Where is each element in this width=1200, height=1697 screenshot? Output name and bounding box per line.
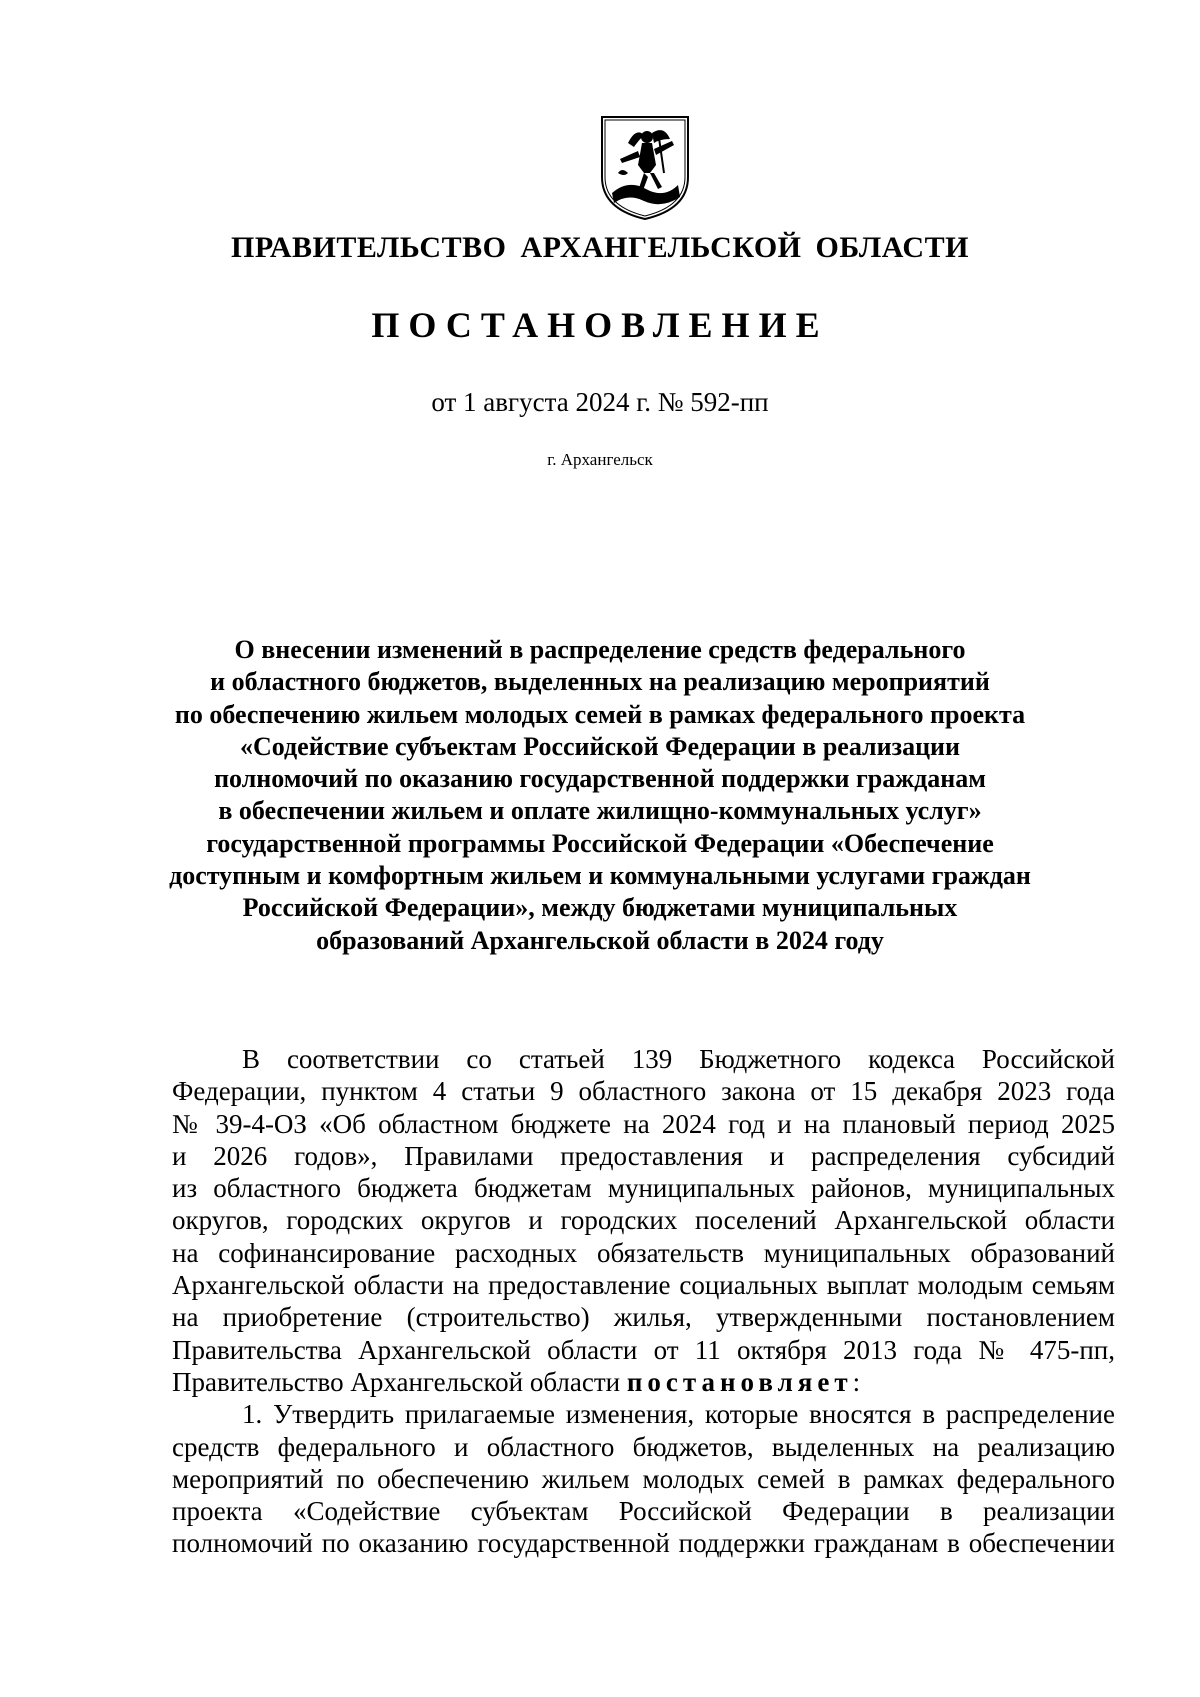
document-title [160, 634, 1040, 957]
title-line: О внесении изменений в распределение средств федерального [234, 635, 966, 664]
body-line: проекта «Содействие субъектам Российской Федерации в реализации [172, 1496, 1115, 1527]
title-line: «Содействие субъектам Российской Федерации в реализации [239, 731, 961, 761]
body-line: Архангельской области на предоставление социальных выплат молодым семьям [172, 1270, 1115, 1301]
document-city: г. Архангельск [547, 450, 653, 469]
body-line: Федерации, пунктом 4 статьи 9 областного закона от 15 декабря 2023 года [172, 1076, 1115, 1107]
arkhangelsk-coat-of-arms-icon [598, 113, 692, 223]
title-line: образований Архангельской области в 2024 году [316, 925, 884, 955]
title-line: в обеспечении жильем и оплате жилищно-коммунальных услуг» [218, 796, 982, 826]
body-line: № 39-4-ОЗ «Об областном бюджете на 2024 год и на плановый период 2025 [172, 1108, 1115, 1139]
body-line: В соответствии со статьей 139 Бюджетного кодекса Российской [242, 1044, 1115, 1074]
body-line: на софинансирование расходных обязательств муниципальных образований [172, 1237, 1115, 1268]
document-type: ПОСТАНОВЛЕНИЕ [371, 305, 829, 345]
document-body [172, 1043, 1115, 1560]
title-line: и областного бюджетов, выделенных на реализацию мероприятий [210, 667, 990, 697]
resolves-subject: Правительство Архангельской области [172, 1366, 621, 1397]
body-line: Правительства Архангельской области от 11 октября 2013 года № 475-пп, [172, 1334, 1115, 1365]
body-line: из областного бюджета бюджетам муниципальных районов, муниципальных [172, 1173, 1115, 1204]
title-line: государственной программы Российской Федерации «Обеспечение [206, 828, 994, 858]
body-line-resolves [172, 1366, 1115, 1398]
title-line: полномочий по оказанию государственной поддержки гражданам [214, 764, 986, 794]
body-line: полномочий по оказанию государственной поддержки гражданам в обеспечении [172, 1528, 1115, 1559]
body-line: округов, городских округов и городских поселений Архангельской области [172, 1205, 1115, 1236]
resolves-colon: : [852, 1366, 861, 1397]
title-line: по обеспечению жильем молодых семей в рамках федерального проекта [174, 699, 1026, 729]
document-date-number: от 1 августа 2024 г. № 592-пп [431, 387, 769, 417]
resolves-word: постановляет [626, 1366, 853, 1397]
title-line: доступным и комфортным жильем и коммунальными услугами граждан [169, 861, 1031, 891]
body-line: и 2026 годов», Правилами предоставления и распределения субсидий [172, 1140, 1115, 1171]
body-line: на приобретение (строительство) жилья, утвержденными постановлением [172, 1302, 1115, 1333]
body-line: 1. Утвердить прилагаемые изменения, которые вносятся в распределение [242, 1399, 1115, 1430]
title-line: Российской Федерации», между бюджетами муниципальных [242, 893, 958, 923]
body-line: мероприятий по обеспечению жильем молодых семей в рамках федерального [172, 1463, 1115, 1494]
government-name: ПРАВИТЕЛЬСТВО АРХАНГЕЛЬСКОЙ ОБЛАСТИ [231, 231, 969, 264]
body-line: средств федерального и областного бюджетов, выделенных на реализацию [172, 1431, 1115, 1462]
